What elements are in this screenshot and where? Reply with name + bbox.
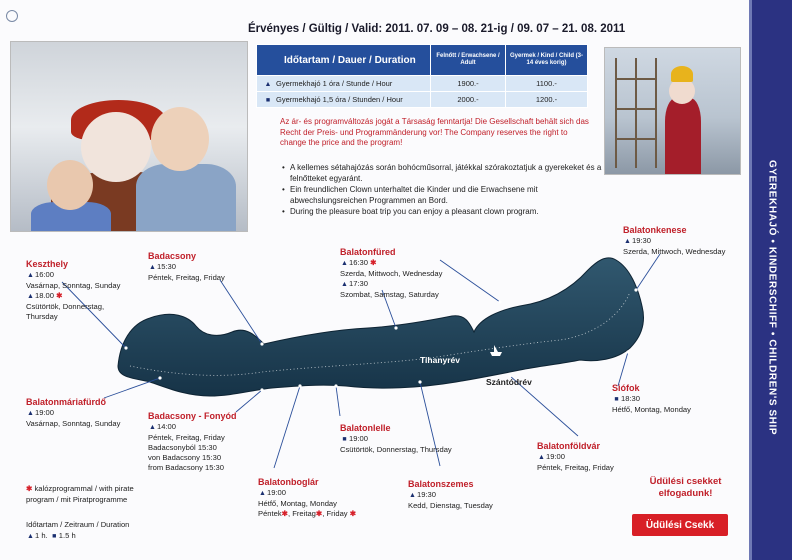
- holiday-cheque-logo: Üdülési Csekk: [632, 514, 728, 536]
- table-row: ■ Gyermekhajó 1,5 óra / Stunden / Hour 2000.- 1200.-: [257, 92, 588, 108]
- pirate-star-icon: ✱: [370, 258, 377, 267]
- square-icon: ■: [52, 532, 57, 540]
- stop-balatonfoldvar: Balatonföldvár ▲19:00 Péntek, Freitag, Friday: [537, 441, 614, 472]
- square-icon: ■: [265, 97, 271, 104]
- list-item: • A kellemes sétahajózás során bohócműsorral, játékkal szórakoztatjuk a gyerekeket és a felnőtteket egyaránt.: [282, 162, 602, 184]
- stop-balatonmariafurdo: Balatonmáriafürdő ▲19:00 Vasárnap, Sonntag, Sunday: [26, 397, 121, 428]
- reservation-note: Az ár- és programváltozás jogát a Társaság fenntartja! Die Gesellschaft behält sich das Recht der Preis- und Programmänderung vor! The Company reserves the right to change the price and the program!: [280, 117, 589, 147]
- triangle-icon: ▲: [259, 490, 266, 497]
- pirate-legend: ✱ kalózprogrammal / with pirate program / mit Piratprogramme: [26, 484, 134, 504]
- table-row: ▲ Gyermekhajó 1 óra / Stunde / Hour 1900.- 1100.-: [257, 76, 588, 92]
- header-child: Gyermek / Kind / Child (3-14 éves korig): [506, 45, 588, 76]
- triangle-icon: ▲: [27, 293, 34, 300]
- stop-badacsony-fonyod: Badacsony - Fonyód ▲14:00 Péntek, Freitag, Friday Badacsonyból 15:30 von Badacsony 15:30 from Badacsony 15:30: [148, 411, 237, 472]
- price-table: [256, 44, 588, 108]
- triangle-icon: ▲: [149, 424, 156, 431]
- triangle-icon: ▲: [341, 260, 348, 267]
- stop-balatonboglar: Balatonboglár ▲19:00 Hétfő, Montag, Monday Péntek✱, Freitag✱, Friday ✱: [258, 477, 357, 518]
- pirate-star-icon: ✱: [281, 509, 289, 518]
- clown-with-kids-photo: [10, 41, 248, 232]
- duration-legend: Időtartam / Zeitraum / Duration ▲1 h. ■ 1.5 h: [26, 520, 129, 542]
- stop-balatonfured: Balatonfüred ▲16:30 ✱ Szerda, Mittwoch, Wednesday ▲17:30 Szombat, Samstag, Saturday: [340, 247, 443, 299]
- header-adult: Felnőtt / Erwachsene / Adult: [431, 45, 506, 76]
- pirate-star-icon: ✱: [26, 484, 33, 493]
- triangle-icon: ▲: [409, 492, 416, 499]
- place-label-tihanyrev: Tihanyrév: [420, 355, 461, 365]
- triangle-icon: ▲: [624, 238, 631, 245]
- description-list: [282, 162, 602, 217]
- triangle-icon: ▲: [27, 410, 34, 417]
- validity-dates: Érvényes / Gültig / Valid: 2011. 07. 09 – 08. 21-ig / 09. 07 – 21. 08. 2011: [248, 23, 626, 35]
- stop-siofok: Siófok ■ 18:30 Hétfő, Montag, Monday: [612, 383, 691, 414]
- stop-badacsony: Badacsony ▲15:30 Péntek, Freitag, Friday: [148, 251, 225, 282]
- header-duration: Időtartam / Dauer / Duration: [257, 45, 431, 76]
- square-icon: ■: [614, 396, 619, 403]
- triangle-icon: ▲: [264, 81, 272, 88]
- triangle-icon: ▲: [341, 281, 348, 288]
- holiday-cheque-note: Üdülési csekket elfogadunk!: [649, 476, 722, 499]
- pirate-star-icon: ✱: [315, 509, 323, 518]
- stop-balatonszemes: Balatonszemes ▲19:30 Kedd, Dienstag, Tuesday: [408, 479, 493, 510]
- pirate-star-icon: ✱: [56, 291, 63, 300]
- stop-balatonlelle: Balatonlelle ■ 19:00 Csütörtök, Donnerstag, Thursday: [340, 423, 452, 454]
- triangle-icon: ▲: [538, 454, 545, 461]
- square-icon: ■: [342, 436, 347, 443]
- triangle-icon: ▲: [27, 272, 34, 279]
- list-item: • During the pleasure boat trip you can enjoy a pleasant clown program.: [282, 206, 602, 217]
- stop-balatonkenese: Balatonkenese ▲19:30 Szerda, Mittwoch, Wednesday: [623, 225, 726, 256]
- list-item: • Ein freundlichen Clown unterhaltet die Kinder und die Erwachsene mit abwechslungsreichen Programmen an Bord.: [282, 184, 602, 206]
- corner-logo-icon: [6, 10, 18, 22]
- clown-on-deck-photo: [604, 47, 741, 175]
- pirate-star-icon: ✱: [349, 509, 357, 518]
- triangle-icon: ▲: [149, 264, 156, 271]
- side-title: GYEREKHAJÓ • KINDERSCHIFF • CHILDREN'S SHIP: [766, 160, 778, 436]
- triangle-icon: ▲: [27, 532, 34, 540]
- place-label-szantodrev: Szántódrév: [486, 377, 532, 387]
- stop-keszthely: Keszthely ▲16:00 Vasárnap, Sonntag, Sunday ▲18.00 ✱ Csütörtök, Donnerstag, Thursday: [26, 259, 121, 321]
